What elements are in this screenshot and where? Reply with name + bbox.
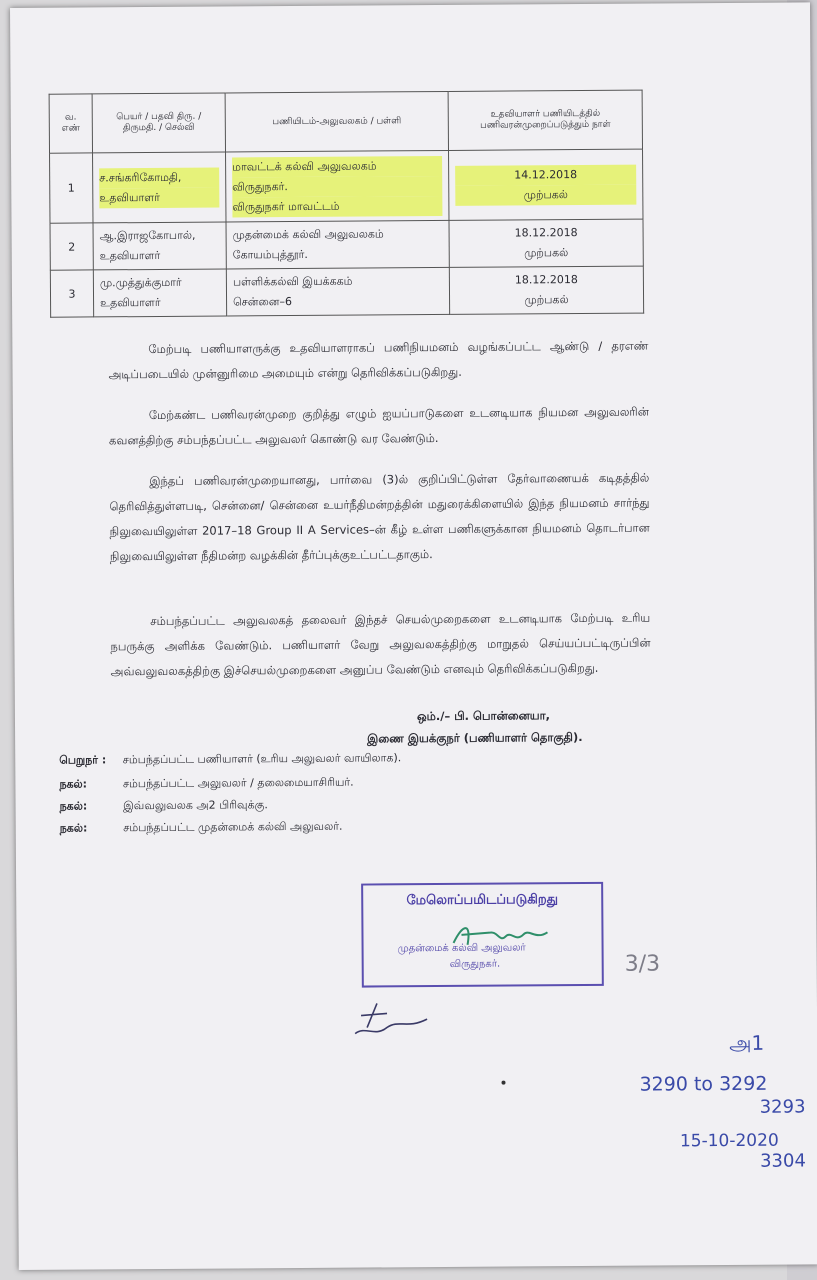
handwritten-section-code: அ1 [729,1030,765,1056]
name-text: மு.முத்துக்குமார் [99,275,182,290]
designation-text: உதவியாளர் [100,295,161,310]
office-text: சென்னை–6 [233,295,293,309]
office-text: பள்ளிக்கல்வி இயக்ககம் [232,274,353,289]
designation-text: உதவியாளர் [99,187,219,208]
session-text: முற்பகல் [524,246,569,260]
initials-signature-icon [347,997,437,1042]
row-date [449,149,643,220]
row-office [226,267,449,316]
office-text: விருதுநகர் மாவட்டம் [232,195,442,216]
regularisation-table [49,90,645,318]
table-row [50,266,643,317]
name-text: ஆ.இராஜகோபால், [99,228,196,243]
office-text: கோயம்புத்தூர். [232,247,308,262]
handwritten-number-range: 3290 to 3292 [639,1072,768,1096]
row-date [449,219,643,267]
document-page [10,2,817,1270]
copy-text: சம்பந்தப்பட்ட முதன்மைக் கல்வி அலுவலர். [123,819,343,835]
row-name [93,269,226,317]
paragraph-instructions: சம்பந்தப்பட்ட அலுவலகத் தலைவர் இந்தச் செயல்முறைகளை உடனடியாக மேற்படி உரிய நபருக்கு அளிக்க வேண்டும். பணியாளர் வேறு அலுவலகத்திற்கு மாறுதல் செய்யப்பட்டிருப்பின் அவ்வலுவலகத்திற்கு இச்செயல்முறைகளை அனுப்ப வேண்டும் எனவும் தெரிவிக்கப்படுகிறது. [110,610,651,679]
header-date: உதவியாளர் பணியிடத்தில் பணிவரன்முறைப்படுத்தும் நாள் [448,90,642,150]
session-text: முற்பகல் [524,293,569,307]
name-text: ச.சங்கரிகோமதி, [99,167,219,188]
designation-text: உதவியாளர் [99,248,161,263]
copy-text: இவ்வலுவலக அ2 பிரிவுக்கு. [123,798,268,813]
row-office [226,220,449,269]
row-date [449,266,643,314]
header-serial: வ. எண் [49,94,92,153]
stamp-title: மேலொப்பமிடப்படுகிறது [406,892,559,909]
paragraph-seniority: மேற்படி பணியாளருக்கு உதவியாளராகப் பணிநியமனம் வழங்கப்பட்ட ஆண்டு / தரஎண் அடிப்படையில் முன்னுரிமை அமையும் என்று தெரிவிக்கப்படுகிறது. [108,338,649,382]
handwritten-date: 15-10-2020 [679,1130,779,1152]
table-row [50,219,643,270]
signature-name: ஒம்./– பி. பொன்னையா, [416,708,551,724]
date-text: 18.12.2018 [514,273,578,287]
row-serial: 3 [50,270,93,317]
signature-designation: இணை இயக்குநர் (பணியாளர் தொகுதி). [367,730,583,746]
copy-line [59,776,353,793]
date-text: 18.12.2018 [514,226,578,240]
table-row [50,149,643,223]
attestation-stamp [361,882,604,988]
table-header-row [49,90,642,153]
office-text: முதன்மைக் கல்வி அலுவலகம் [232,227,384,242]
paragraph-court-case: இந்தப் பணிவரன்முறையானது, பார்வை (3)ல் குறிப்பிட்டுள்ள தேர்வாணையக் கடிதத்தில் தெரிவித்துள்ளபடி, சென்னை/ சென்னை உயர்நீதிமன்றத்தின் மதுரைக்கிளையில் இந்த நியமனம் சார்ந்து நிலுவையிலுள்ள 2017–18 Group II A Services–ன் கீழ் உள்ள பணிகளுக்கான நியமனம் தொடர்பான நிலுவையிலுள்ள நீதிமன்ற வழக்கின் தீர்ப்புக்குஉட்பட்டதாகும். [109,470,650,564]
copy-label: நகல்: [59,777,88,791]
header-name: பெயர் / பதவி திரு. / திருமதி. / செல்வி [92,93,225,153]
date-text: 14.12.2018 [455,164,636,185]
copy-line [60,820,343,837]
row-office [226,150,449,222]
page-number-handwritten: 3/3 [624,951,661,977]
handwritten-number: 3293 [759,1096,806,1118]
row-name [93,222,226,270]
copy-label: நகல்: [59,799,88,813]
row-serial: 2 [50,223,93,270]
header-office: பணியிடம்-அலுவலகம் / பள்ளி [225,91,448,152]
stamp-line-district: விருதுநகர். [449,958,501,970]
copy-line [60,798,268,814]
office-text: விருதுநகர். [232,175,442,196]
recipient-label: பெறுநர் : [59,753,107,767]
ink-dot [502,1081,506,1085]
recipient-text: சம்பந்தப்பட்ட பணியாளர் (உரிய அலுவலர் வாயிலாக). [122,751,402,767]
paragraph-doubts: மேற்கண்ட பணிவரன்முறை குறித்து எழும் ஐயப்பாடுகளை உடனடியாக நியமன அலுவலரின் கவனத்திற்கு சம்பந்தப்பட்ட அலுவலர் கொண்டு வர வேண்டும். [108,404,649,448]
row-name [93,152,226,223]
recipient-line [59,751,401,768]
copy-text: சம்பந்தப்பட்ட அலுவலர் / தலைமையாசிரியர். [122,775,354,791]
row-serial: 1 [50,153,93,223]
office-text: மாவட்டக் கல்வி அலுவலகம் [232,155,442,176]
copy-label: நகல்: [59,821,88,835]
session-text: முற்பகல் [455,184,636,205]
handwritten-number: 3304 [759,1150,806,1172]
stamp-line-officer: முதன்மைக் கல்வி அலுவலர் [397,942,526,955]
